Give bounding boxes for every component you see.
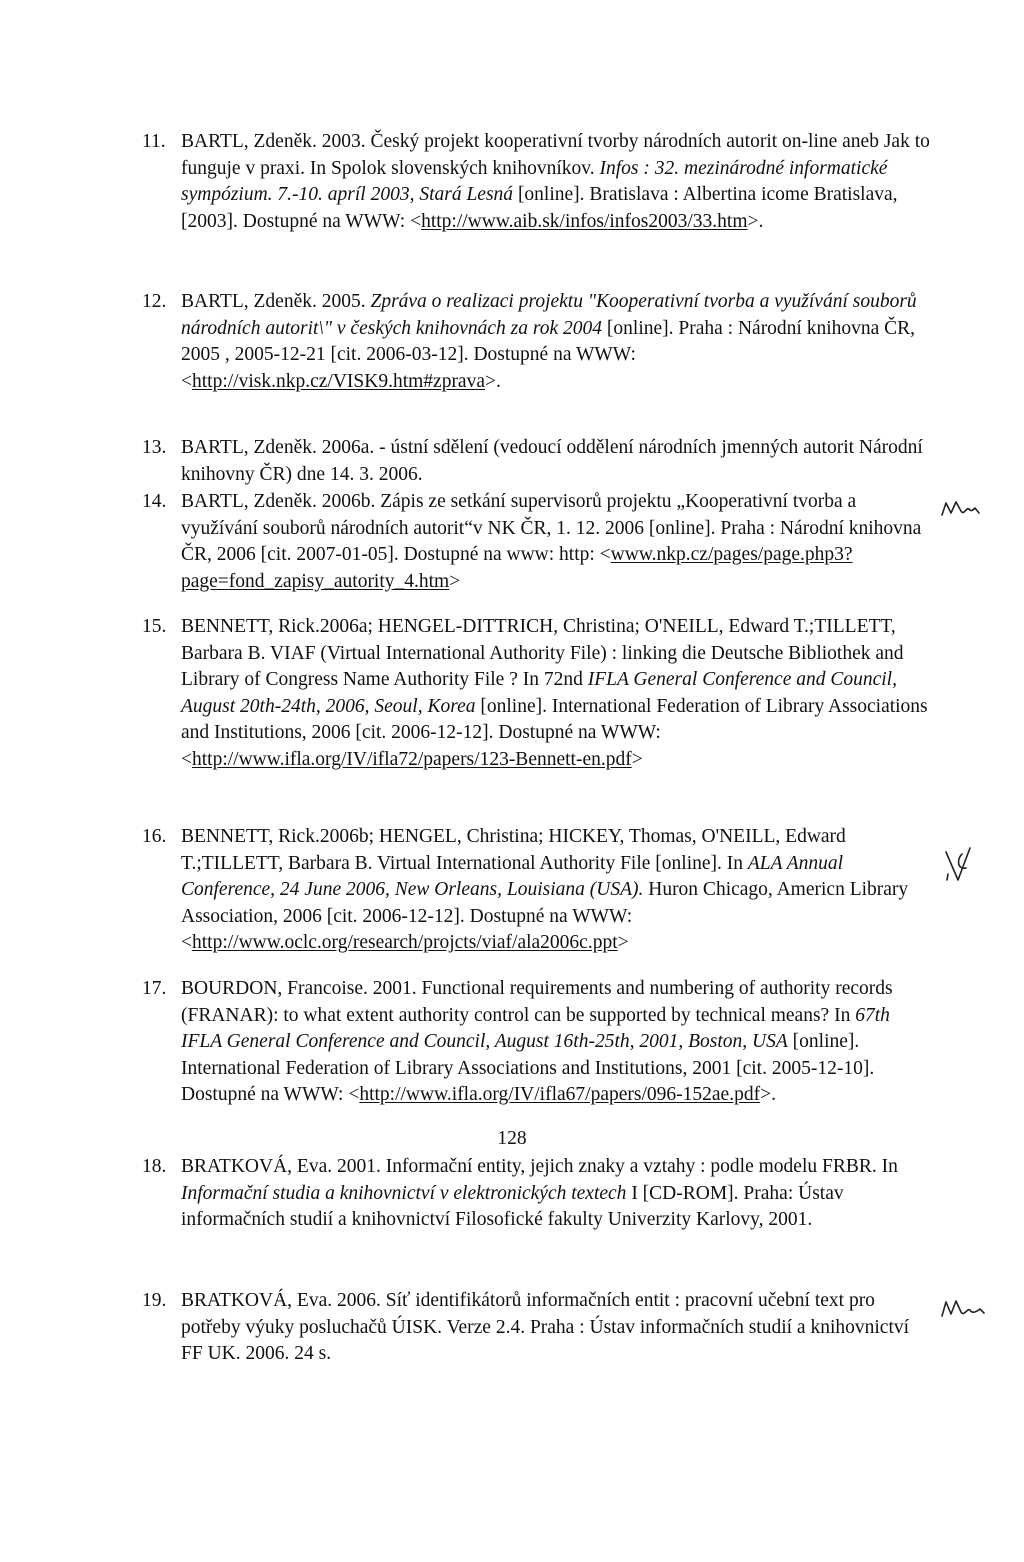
reference-number: 17. — [142, 978, 167, 999]
reference-number: 15. — [142, 616, 167, 637]
reference-title: Informační studia a knihovnictví v elektronických textech — [181, 1182, 627, 1204]
reference-text: BARTL, Zdeněk. 2005. — [181, 291, 371, 312]
reference-text: >. — [747, 210, 764, 232]
page-number: 128 — [497, 1128, 527, 1149]
reference-title: 67th IFLA General Conference and Council, August 16th-25th, 2001, Boston, USA — [181, 1004, 890, 1052]
reference-number: 12. — [142, 291, 167, 312]
reference-url-link[interactable]: http://www.aib.sk/infos/infos2003/33.htm — [421, 210, 748, 232]
reference-text: [online]. International Federation of Library Associations and Institutions, 2006 [cit. 2006-12-12]. Dostupné na WWW: < — [181, 695, 928, 770]
reference-text: BARTL, Zdeněk. 2006a. - ústní sdělení (vedoucí oddělení národních jmenných autorit Národní knihovny ČR) dne 14. 3. 2006. — [181, 437, 923, 485]
reference-text: BENNETT, Rick.2006b; HENGEL, Christina; HICKEY, Thomas, O'NEILL, Edward T.;TILLETT, Barbara B. Virtual International Authority File [online]. In — [181, 826, 846, 874]
handwritten-mark-2 — [940, 840, 1000, 885]
reference-title: Infos : 32. mezinárodné informatické sympózium. 7.-10. apríl 2003, Stará Lesná — [181, 157, 888, 205]
reference-17 — [142, 976, 932, 1109]
reference-text: [online]. Bratislava : Albertina icome Bratislava, [2003]. Dostupné na WWW: < — [181, 184, 898, 232]
reference-text: Huron Chicago, Americn Library Association, 2006 [cit. 2006-12-12]. Dostupné na WWW: < — [181, 879, 909, 953]
reference-text: BOURDON, Francoise. 2001. Functional requirements and numbering of authority records (FRANAR): to what extent authority control can be supported by technical means? In — [181, 978, 893, 1026]
reference-url-link[interactable]: http://www.ifla.org/IV/ifla72/papers/123-Bennett-en.pdf — [192, 748, 632, 770]
reference-url-link[interactable]: http://www.ifla.org/IV/ifla67/papers/096-152ae.pdf — [359, 1084, 761, 1105]
reference-number: 14. — [142, 491, 167, 512]
reference-url-link[interactable]: http://www.oclc.org/research/projcts/viaf/ala2006c.ppt — [192, 932, 618, 953]
reference-text: BRATKOVÁ, Eva. 2001. Informační entity, jejich znaky a vztahy : podle modelu FRBR. In — [181, 1156, 898, 1177]
reference-text: > — [617, 932, 629, 953]
reference-title: ALA Annual Conference, 24 June 2006, New Orleans, Louisiana (USA). — [181, 852, 844, 900]
reference-text: [online]. International Federation of Library Associations and Institutions, 2001 [cit. 2005-12-10]. Dostupné na WWW: < — [181, 1031, 875, 1105]
reference-number: 16. — [142, 826, 167, 847]
handwritten-mark-3 — [940, 1292, 1020, 1324]
reference-13 — [142, 435, 932, 488]
reference-number: 19. — [142, 1290, 167, 1311]
reference-text: >. — [485, 370, 501, 392]
reference-text: > — [449, 570, 461, 592]
reference-number: 13. — [142, 437, 167, 458]
reference-number: 11. — [142, 131, 166, 152]
reference-text: BRATKOVÁ, Eva. 2006. Síť identifikátorů informačních entit : pracovní učební text pro potřeby výuky posluchačů ÚISK. Verze 2.4. Praha : Ústav informačních studií a knihovnictví FF UK. 2006. 24 s. — [181, 1290, 910, 1364]
reference-16 — [142, 824, 932, 957]
reference-url-link[interactable]: http://visk.nkp.cz/VISK9.htm#zprava — [192, 370, 485, 392]
reference-text: > — [631, 748, 643, 770]
reference-text: BARTL, Zdeněk. 2006b. Zápis ze setkání supervisorů projektu „Kooperativní tvorba a využívání souborů národních autorit“v NK ČR, 1. 12. 2006 [online]. Praha : Národní knihovna ČR, 2006 [cit. 2007-01-05]. Dostupné na www: http: < — [181, 491, 922, 565]
reference-text: BENNETT, Rick.2006a; HENGEL-DITTRICH, Christina; O'NEILL, Edward T.;TILLETT, Barbara B. VIAF (Virtual International Authority File) : linking die Deutsche Bibliothek and Library of Congress Name Authority File ? In 72nd — [181, 616, 904, 690]
handwritten-mark-1 — [940, 495, 1020, 525]
reference-text: [online]. Praha : Národní knihovna ČR, 2005 , 2005-12-21 [cit. 2006-03-12]. Dostupné na WWW: < — [181, 317, 916, 392]
reference-19 — [142, 1288, 932, 1368]
reference-text: I [CD-ROM]. Praha: Ústav informačních studií a knihovnictví Filosofické fakulty Univerzity Karlovy, 2001. — [181, 1182, 844, 1230]
reference-12 — [142, 289, 932, 395]
reference-11 — [142, 129, 932, 235]
reference-title: Zpráva o realizaci projektu "Kooperativní tvorba a využívání souborů národních autorit\" v českých knihovnách za rok 2004 — [181, 291, 917, 339]
reference-14 — [142, 489, 932, 595]
reference-18 — [142, 1154, 932, 1234]
reference-title: IFLA General Conference and Council, August 20th-24th, 2006, Seoul, Korea — [181, 669, 897, 717]
reference-15 — [142, 614, 932, 773]
reference-url-link[interactable]: www.nkp.cz/pages/page.php3?page=fond_zapisy_autority_4.htm — [181, 544, 853, 592]
reference-number: 18. — [142, 1156, 167, 1177]
reference-text: >. — [760, 1084, 776, 1105]
reference-text: BARTL, Zdeněk. 2003. Český projekt kooperativní tvorby národních autorit on-line aneb Jak to funguje v praxi. In Spolok slovenských knihovníkov. — [181, 131, 930, 179]
